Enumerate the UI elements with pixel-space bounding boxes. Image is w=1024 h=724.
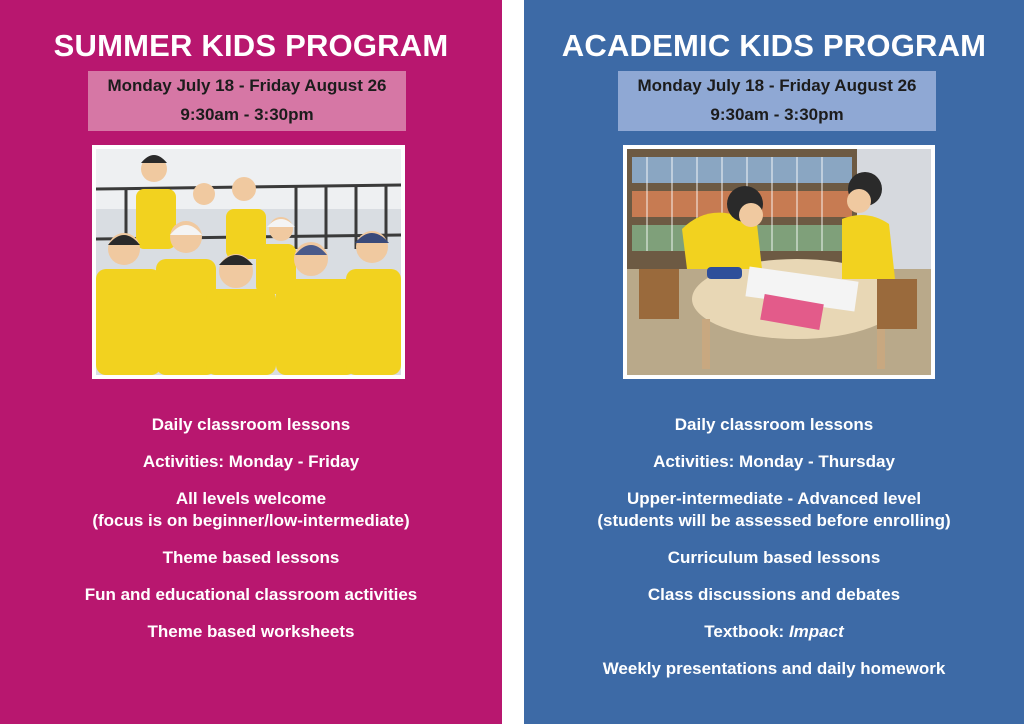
feature-text: Activities: Monday - Friday bbox=[142, 452, 360, 471]
summer-dates: Monday July 18 - Friday August 26 bbox=[107, 76, 387, 95]
feature-item bbox=[0, 414, 502, 436]
feature-item bbox=[524, 621, 1024, 643]
feature-item bbox=[0, 547, 502, 569]
feature-item bbox=[524, 488, 1024, 532]
textbook-title: Impact bbox=[788, 622, 844, 641]
feature-item bbox=[524, 414, 1024, 436]
feature-text: Activities: Monday - Thursday bbox=[653, 452, 895, 471]
feature-text: Fun and educational classroom activities bbox=[84, 585, 418, 604]
summer-program-panel bbox=[0, 0, 502, 724]
feature-item bbox=[524, 547, 1024, 569]
academic-classroom-photo bbox=[623, 145, 935, 379]
feature-text: Daily classroom lessons bbox=[151, 415, 351, 434]
academic-program-panel bbox=[524, 0, 1024, 724]
summer-time: 9:30am - 3:30pm bbox=[180, 105, 314, 124]
feature-text: Theme based lessons bbox=[162, 548, 340, 567]
academic-feature-list bbox=[524, 414, 1024, 695]
academic-program-title: ACADEMIC KIDS PROGRAM bbox=[561, 28, 987, 63]
feature-item bbox=[524, 658, 1024, 680]
feature-text: Curriculum based lessons bbox=[667, 548, 881, 567]
feature-text: All levels welcome bbox=[175, 489, 327, 508]
feature-item bbox=[0, 488, 502, 532]
feature-item bbox=[524, 584, 1024, 606]
feature-text: Textbook: bbox=[704, 622, 789, 641]
summer-feature-list bbox=[0, 414, 502, 658]
feature-text: Weekly presentations and daily homework bbox=[602, 659, 946, 678]
feature-subtext: (students will be assessed before enrolling) bbox=[597, 511, 951, 530]
summer-group-photo bbox=[92, 145, 405, 379]
feature-item bbox=[524, 451, 1024, 473]
summer-date-box bbox=[88, 71, 406, 131]
academic-time: 9:30am - 3:30pm bbox=[710, 105, 844, 124]
feature-item bbox=[0, 451, 502, 473]
feature-item bbox=[0, 621, 502, 643]
academic-dates: Monday July 18 - Friday August 26 bbox=[637, 76, 917, 95]
summer-program-title: SUMMER KIDS PROGRAM bbox=[53, 28, 449, 63]
feature-item bbox=[0, 584, 502, 606]
feature-text: Class discussions and debates bbox=[647, 585, 901, 604]
academic-date-box bbox=[618, 71, 936, 131]
feature-text: Upper-intermediate - Advanced level bbox=[626, 489, 922, 508]
feature-text: Theme based worksheets bbox=[147, 622, 355, 641]
feature-text: Daily classroom lessons bbox=[674, 415, 874, 434]
feature-subtext: (focus is on beginner/low-intermediate) bbox=[92, 511, 410, 530]
